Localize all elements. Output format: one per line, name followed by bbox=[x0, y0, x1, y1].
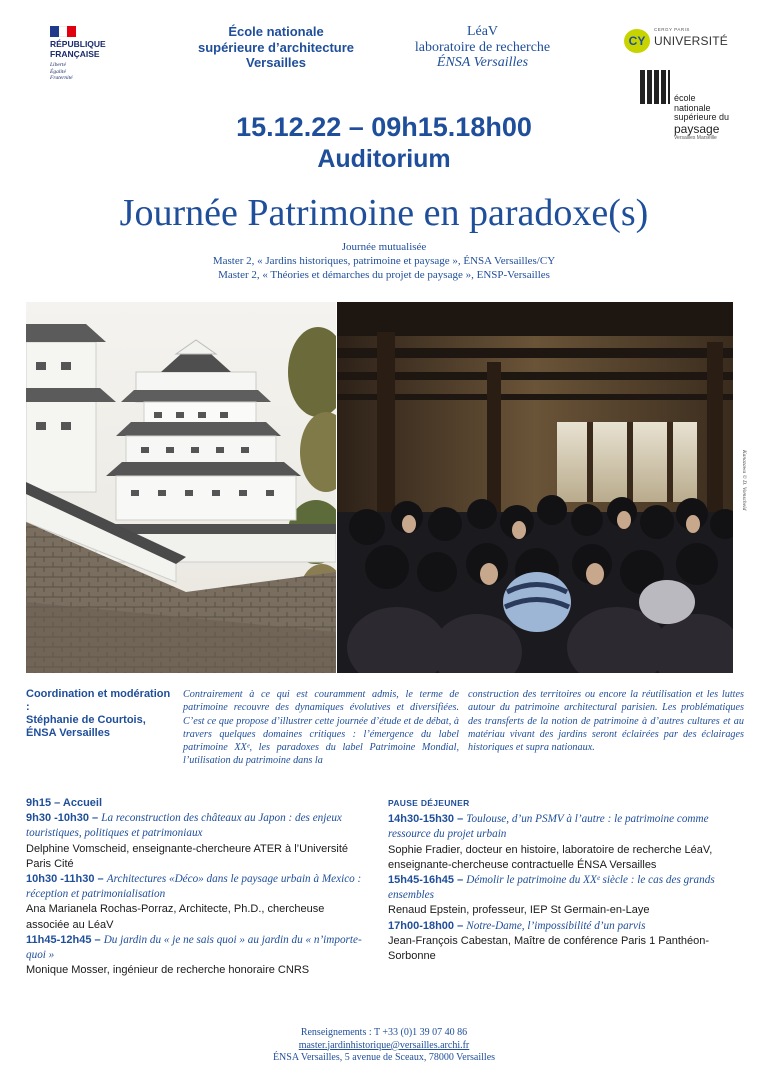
event-title: Journée Patrimoine en paradoxe(s) bbox=[119, 192, 649, 234]
event-datetime: 15.12.22 – 09h15.18h00 bbox=[236, 112, 532, 142]
leav-lab-name bbox=[400, 24, 565, 71]
contact-phone: Renseignements : T +33 (0)1 39 07 40 86 bbox=[300, 1027, 468, 1038]
program-item bbox=[388, 873, 744, 903]
program-speaker: Ana Marianela Rochas-Porraz, Architecte, Ph.D., chercheuse associée au LéaV bbox=[26, 903, 325, 931]
cy-small-text: CERGY PARIS bbox=[654, 27, 690, 32]
leav-line: ÉNSA Versailles bbox=[436, 55, 529, 70]
program-time: 15h45-16h45 – bbox=[388, 874, 464, 887]
intro-paragraph-col2: construction des territoires ou encore la réutilisation et les luttes autour du patrimoine architectural parisien. Les problématiques des transferts de la notion de patrimoine à d’autres cultures et au matériau vivant des jardins seront éclairées par des éclairages historiques et supra nationaux. bbox=[468, 689, 744, 754]
leav-line: laboratoire de recherche bbox=[414, 39, 551, 55]
footer-contact bbox=[134, 1027, 634, 1065]
flag-red-band bbox=[67, 26, 76, 37]
motto-line: Liberté bbox=[50, 62, 66, 68]
program-time: 11h45-12h45 – bbox=[26, 933, 101, 946]
event-subtitle: Journée mutualisée bbox=[341, 241, 427, 253]
striped-hat bbox=[503, 572, 571, 632]
republique-title bbox=[50, 40, 130, 59]
ensp-line: nationale bbox=[674, 102, 711, 113]
ensp-grid-icon bbox=[640, 70, 670, 104]
program-speaker: Monique Mosser, ingénieur de recherche honoraire CNRS bbox=[26, 964, 310, 977]
ensp-logo bbox=[640, 70, 750, 140]
program-item bbox=[388, 919, 744, 934]
program-speaker: Sophie Fradier, docteur en histoire, laboratoire de recherche LéaV, enseignante-chercheuse contractuelle ÉNSA Versailles bbox=[388, 843, 713, 871]
ensa-line: supérieure d’architecture bbox=[197, 39, 355, 55]
event-location: Auditorium bbox=[317, 145, 451, 173]
program-talk-title: Toulouse, d’un PSMV à l’autre : le patrimoine comme ressource du projet urbain bbox=[388, 813, 709, 841]
program-talk-title: La reconstruction des châteaux au Japon : des enjeux touristiques, politiques et patrimoniaux bbox=[26, 812, 342, 840]
event-subtitle: Master 2, « Jardins historiques, patrimoine et paysage », ÉNSA Versailles/CY bbox=[212, 255, 556, 267]
coordination-block bbox=[26, 688, 176, 740]
ensp-line: école bbox=[674, 93, 696, 103]
crowd-photo bbox=[337, 302, 733, 673]
coordination-label: Coordination et modération : bbox=[26, 688, 171, 713]
castle-photo bbox=[26, 302, 336, 673]
event-subtitles bbox=[100, 240, 668, 282]
cy-universite-logo bbox=[624, 27, 744, 55]
cy-universite-text: UNIVERSITÉ bbox=[654, 34, 729, 48]
crowd bbox=[337, 495, 733, 673]
program-item bbox=[26, 872, 364, 902]
ensp-text bbox=[674, 94, 729, 142]
program-time: 14h30-15h30 – bbox=[388, 813, 464, 826]
contact-address: ÉNSA Versailles, 5 avenue de Sceaux, 78000 Versailles bbox=[272, 1052, 496, 1063]
french-flag-icon bbox=[50, 26, 76, 37]
intro-paragraph-col1: Contrairement à ce qui est couramment admis, le terme de patrimoine recouvre des dynamiques évolutives et diversifiées. C’est ce que propose d’illustrer cette journée d’étude et de débat, à travers quelques domaines critiques : l’émergence du label patrimoine XXᵉ, les paradoxes du label Patrimoine Mondial, l’utilisation du patrimoine dans la bbox=[183, 689, 459, 767]
program-talk-title: Notre-Dame, l’impossibilité d’un parvis bbox=[466, 919, 646, 932]
program-talk-title: Du jardin du « je ne sais quoi » au jardin du « n’importe-quoi » bbox=[26, 933, 362, 962]
motto-line: Fraternité bbox=[50, 75, 73, 81]
motto-line: Égalité bbox=[50, 68, 66, 75]
program-talk-title: Architectures «Déco» dans le paysage urbain à Mexico : réception et patrimonialisation bbox=[26, 873, 362, 901]
lunch-break-label: PAUSE DÉJEUNER bbox=[388, 798, 470, 808]
program-speaker: Jean-François Cabestan, Maître de conférence Paris 1 Panthéon-Sorbonne bbox=[388, 934, 710, 963]
program-item bbox=[26, 811, 364, 841]
coordination-name: Stéphanie de Courtois, bbox=[26, 714, 146, 726]
program-speaker: Renaud Epstein, professeur, IEP St Germain-en-Laye bbox=[388, 904, 650, 917]
cy-badge-icon: CY bbox=[624, 29, 650, 53]
program-item bbox=[26, 796, 364, 811]
ensa-line: Versailles bbox=[246, 55, 306, 70]
flag-white-band bbox=[59, 26, 68, 37]
flag-blue-band bbox=[50, 26, 59, 37]
castle-illustration bbox=[26, 302, 336, 673]
photo-credit bbox=[739, 450, 749, 540]
program-time: 9h30 -10h30 – bbox=[26, 812, 99, 825]
program-item bbox=[26, 933, 364, 963]
republique-francaise-logo bbox=[50, 26, 130, 82]
contact-email-link[interactable]: master.jardinhistorique@versailles.archi.fr bbox=[298, 1039, 470, 1051]
ensp-line: supérieure du bbox=[674, 112, 730, 122]
ensp-line: paysage bbox=[674, 121, 720, 136]
program-item bbox=[388, 812, 744, 842]
program-time: 10h30 -11h30 – bbox=[26, 873, 104, 886]
program-time: 17h00-18h00 – bbox=[388, 919, 464, 932]
republique-motto bbox=[50, 62, 130, 82]
coordination-institution: ÉNSA Versailles bbox=[26, 727, 110, 739]
program-afternoon bbox=[388, 796, 744, 964]
ensa-line: École nationale bbox=[228, 24, 324, 39]
republique-title-line: FRANÇAISE bbox=[50, 48, 100, 59]
ensa-versailles-name bbox=[182, 24, 370, 71]
crowd-illustration bbox=[337, 302, 733, 673]
event-subtitle: Master 2, « Théories et démarches du projet de paysage », ENSP-Versailles bbox=[218, 269, 550, 281]
program-speaker: Delphine Vomscheid, enseignante-chercheure ATER à l’Université Paris Cité bbox=[26, 842, 349, 870]
republique-title-line: RÉPUBLIQUE bbox=[50, 39, 106, 49]
leav-line: LéaV bbox=[466, 24, 499, 39]
program-morning bbox=[26, 796, 364, 978]
ensp-line: Versailles Marseille bbox=[674, 134, 717, 141]
program-time: 9h15 – Accueil bbox=[26, 797, 103, 809]
program-talk-title: Démolir le patrimoine du XXᵉ siècle : le cas des grands ensembles bbox=[388, 874, 715, 902]
photo-credit-text: Kanazawa © D. Vomscheid bbox=[741, 450, 747, 511]
